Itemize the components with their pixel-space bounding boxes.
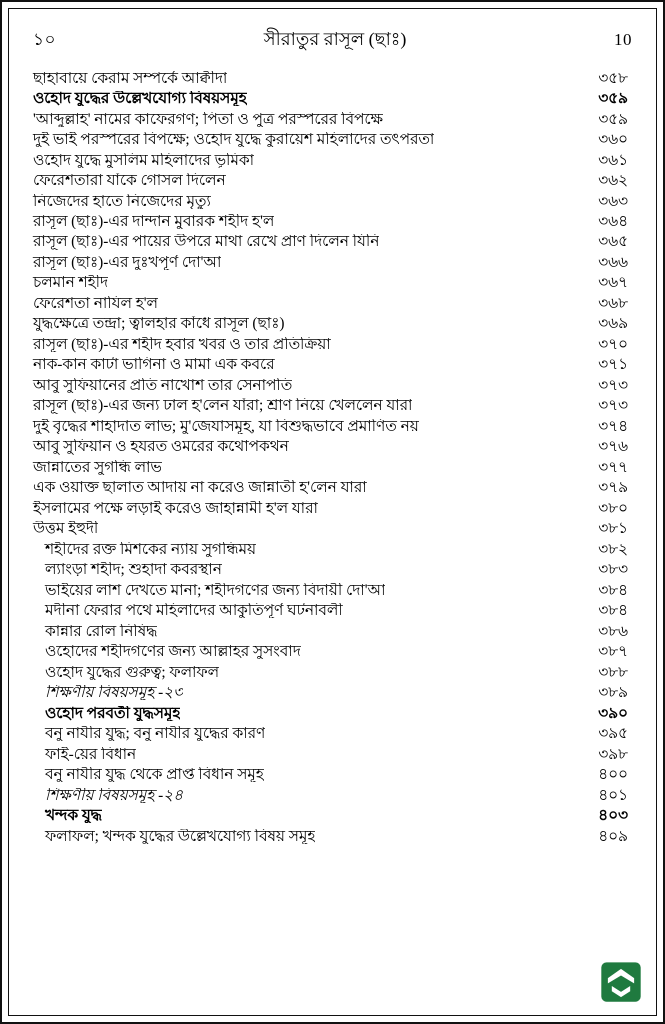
toc-entry-page: ৩৮৮ <box>598 663 628 681</box>
toc-entry-page: ৩৭০ <box>598 335 628 353</box>
toc-entry-title: 'আব্দুল্লাহ' নামের কাফেরগণ; পিতা ও পুত্র পরস্পরের বিপক্ষে <box>33 111 383 127</box>
toc-entry[interactable] <box>31 683 634 703</box>
toc-entry-title: ওহোদ যুদ্ধের গুরুত্ব; ফলাফল <box>45 664 220 680</box>
toc-entry-page: ৩৯৮ <box>598 745 628 763</box>
toc-entry-page: ৩৬৩ <box>598 192 628 210</box>
toc-entry[interactable] <box>31 88 634 108</box>
toc-entry[interactable] <box>31 519 634 539</box>
toc-entry-page: ৩৮২ <box>598 540 628 558</box>
toc-entry-page: ৪০৯ <box>598 827 628 845</box>
toc-entry-title: যুদ্ধক্ষেত্রে তন্দ্রা; ত্বালহার কাঁধে রাসূল (ছাঃ) <box>33 316 285 332</box>
toc-entry[interactable] <box>31 129 634 149</box>
toc-entry-page: ৩৫৯ <box>598 110 628 128</box>
toc-entry-title: রাসূল (ছাঃ)-এর জন্য ঢাল হ'লেন যাঁরা; শ্রাণ নিয়ে খেললেন যারা <box>33 398 413 414</box>
toc-entry[interactable] <box>31 109 634 129</box>
toc-entry-page: ৩৬৬ <box>598 253 628 271</box>
toc-entry[interactable] <box>31 68 634 88</box>
toc-entry[interactable] <box>31 826 634 846</box>
table-of-contents <box>31 68 634 846</box>
toc-entry[interactable] <box>31 293 634 313</box>
toc-entry-page: ৩৭৯ <box>598 479 628 497</box>
toc-entry-page: ৩৭৩ <box>598 397 628 415</box>
page-number-latin: 10 <box>614 30 632 49</box>
toc-entry-page: ৩৭৪ <box>598 417 628 435</box>
toc-entry[interactable] <box>31 703 634 723</box>
toc-entry-page: ৩৭৭ <box>598 458 628 476</box>
toc-entry-title: ওহোদের শহীদগণের জন্য আল্লাহর সুসংবাদ <box>45 644 301 660</box>
toc-entry-page: ৩৮৪ <box>598 602 628 620</box>
toc-entry-title: আবু সুফিয়ান ও হযরত ওমরের কথোপকথন <box>33 439 289 455</box>
toc-entry[interactable] <box>31 539 634 559</box>
toc-entry[interactable] <box>31 478 634 498</box>
toc-entry-page: ৩৬৫ <box>598 233 628 251</box>
toc-entry-title: শিক্ষণীয় বিষয়সমূহ -২৪ <box>45 787 184 803</box>
toc-entry[interactable] <box>31 416 634 436</box>
toc-entry[interactable] <box>31 642 634 662</box>
toc-entry[interactable] <box>31 621 634 641</box>
toc-entry[interactable] <box>31 601 634 621</box>
toc-entry[interactable] <box>31 580 634 600</box>
toc-entry[interactable] <box>31 785 634 805</box>
toc-entry-title: ফাই-য়ের বিধান <box>45 746 137 762</box>
toc-entry-page: ৩৮৪ <box>598 581 628 599</box>
page-header <box>33 25 632 56</box>
toc-entry[interactable] <box>31 560 634 580</box>
toc-entry-title: মদীনা ফেরার পথে মহিলাদের আকুতিপূর্ণ ঘটনাবলী <box>45 603 343 619</box>
toc-entry-title: ওহোদ যুদ্ধে মুসলিম মহিলাদের ভূমিকা <box>33 152 254 168</box>
toc-entry-title: আবু সুফিয়ানের প্রতি নাখোশ তার সেনাপতি <box>33 377 293 394</box>
page-inner-border <box>8 8 657 1016</box>
toc-entry-page: ৩৮৬ <box>598 622 628 640</box>
toc-entry[interactable] <box>31 662 634 682</box>
toc-entry[interactable] <box>31 232 634 252</box>
toc-entry-page: ৪০৩ <box>598 807 628 825</box>
toc-entry[interactable] <box>31 334 634 354</box>
toc-entry-page: ৩৬৭ <box>598 274 628 292</box>
toc-entry-page: ৪০১ <box>598 786 628 804</box>
toc-entry-title: এক ওয়াক্ত ছালাত আদায় না করেও জান্নাতী হ'লেন যারা <box>33 480 367 496</box>
toc-entry[interactable] <box>31 252 634 272</box>
toc-entry-title: ফেরেশতারা যাঁকে গোসল দিলেন <box>33 173 226 189</box>
toc-entry-page: ৩৮৭ <box>598 643 628 661</box>
toc-entry-page: ৩৮৯ <box>598 684 628 702</box>
toc-entry[interactable] <box>31 273 634 293</box>
toc-entry[interactable] <box>31 314 634 334</box>
toc-entry-page: ৪০০ <box>598 766 628 784</box>
toc-entry[interactable] <box>31 457 634 477</box>
toc-entry-title: রাসূল (ছাঃ)-এর শহীদ হবার খবর ও তার প্রতিক্রিয়া <box>33 336 331 353</box>
toc-entry-title: ল্যাংড়া শহীদ; শুহাদা কবরস্থান <box>45 562 222 578</box>
toc-entry-page: ৩৬৪ <box>598 212 628 230</box>
toc-entry-title: ছাহাবায়ে কেরাম সম্পর্কে আক্বীদা <box>33 70 228 86</box>
toc-entry-title: শহীদের রক্ত মিশকের ন্যায় সুগন্ধিময় <box>45 541 256 558</box>
toc-entry-title: দুই বৃদ্ধের শাহাদাত লাভ; মু'জেযাসমূহ, যা বিশুদ্ধভাবে প্রমাণিত নয় <box>33 418 419 435</box>
toc-entry[interactable] <box>31 724 634 744</box>
toc-entry-title: রাসূল (ছাঃ)-এর পায়ের উপরে মাথা রেখে প্রাণ দিলেন যিনি <box>33 234 380 250</box>
toc-entry-title: উত্তম ইহুদী <box>33 521 99 537</box>
toc-entry[interactable] <box>31 396 634 416</box>
toc-entry-title: চলমান শহীদ <box>33 275 109 291</box>
toc-entry-page: ৩৮১ <box>598 520 628 538</box>
toc-entry[interactable] <box>31 211 634 231</box>
page-number-bangla: ১০ <box>33 30 57 49</box>
toc-entry-page: ৩৬০ <box>598 131 628 149</box>
toc-entry[interactable] <box>31 437 634 457</box>
toc-entry-page: ৩৬১ <box>598 151 628 169</box>
toc-entry-title: দুই ভাই পরস্পরের বিপক্ষে; ওহোদ যুদ্ধে কুরায়েশ মহিলাদের তৎপরতা <box>33 132 435 148</box>
toc-entry[interactable] <box>31 170 634 190</box>
toc-entry[interactable] <box>31 764 634 784</box>
toc-entry[interactable] <box>31 191 634 211</box>
toc-entry-page: ৩৭১ <box>598 356 628 374</box>
toc-entry-title: খন্দক যুদ্ধ <box>45 808 102 824</box>
toc-entry-page: ৩৮৩ <box>598 561 628 579</box>
toc-entry-page: ৩৯৫ <box>598 725 628 743</box>
toc-entry-page: ৩৭৩ <box>598 376 628 394</box>
toc-entry-title: নিজেদের হাতে নিজেদের মৃত্যু <box>33 193 211 209</box>
toc-entry-title: শিক্ষণীয় বিষয়সমূহ -২৩ <box>45 685 184 701</box>
toc-entry-title: নাক-কান কাটা ভাগিনা ও মামা এক কবরে <box>33 357 275 373</box>
toc-entry-page: ৩৮০ <box>598 499 628 517</box>
toc-entry[interactable] <box>31 498 634 518</box>
toc-entry-title: ফেরেশতা নাযিল হ'ল <box>33 295 158 312</box>
toc-entry-page: ৩৬৮ <box>598 294 628 312</box>
publisher-emblem-icon <box>600 961 642 1003</box>
toc-entry-title: বনু নাযীর যুদ্ধ থেকে প্রাপ্ত বিধান সমূহ <box>45 767 264 783</box>
toc-entry-title: ওহোদ পরবর্তী যুদ্ধসমূহ <box>45 705 181 721</box>
toc-entry-page: ৩৬২ <box>598 172 628 190</box>
toc-entry-title: জান্নাতের সুগন্ধি লাভ <box>33 459 162 476</box>
toc-entry[interactable] <box>31 805 634 825</box>
toc-entry[interactable] <box>31 150 634 170</box>
toc-entry-title: বনু নাযীর যুদ্ধ; বনু নাযীর যুদ্ধের কারণ <box>45 726 266 742</box>
toc-entry-title: ইসলামের পক্ষে লড়াই করেও জাহান্নামী হ'ল যারা <box>33 500 318 517</box>
book-title: সীরাতুর রাসূল (ছাঃ) <box>263 29 407 49</box>
toc-entry[interactable] <box>31 355 634 375</box>
toc-entry[interactable] <box>31 375 634 395</box>
toc-entry-title: ওহোদ যুদ্ধের উল্লেখযোগ্য বিষয়সমূহ <box>33 91 247 107</box>
toc-entry-page: ৩৬৯ <box>598 315 628 333</box>
toc-entry-page: ৩৭৬ <box>598 438 628 456</box>
toc-entry-page: ৩৯০ <box>598 704 628 722</box>
toc-entry-page: ৩৫৯ <box>598 90 628 108</box>
toc-entry-title: ভাইয়ের লাশ দেখতে মানা; শহীদগণের জন্য বিদায়ী দো'আ <box>45 582 386 598</box>
toc-entry-title: ফলাফল; খন্দক যুদ্ধের উল্লেখযোগ্য বিষয় সমূহ <box>45 828 316 844</box>
toc-entry[interactable] <box>31 744 634 764</box>
toc-entry-title: রাসূল (ছাঃ)-এর দুঃখপূর্ণ দো'আ <box>33 254 222 271</box>
toc-entry-title: রাসূল (ছাঃ)-এর দান্দান মুবারক শহীদ হ'ল <box>33 213 275 230</box>
toc-entry-page: ৩৫৮ <box>598 69 628 87</box>
toc-entry-title: কান্নার রোল নিষিদ্ধ <box>45 623 158 639</box>
